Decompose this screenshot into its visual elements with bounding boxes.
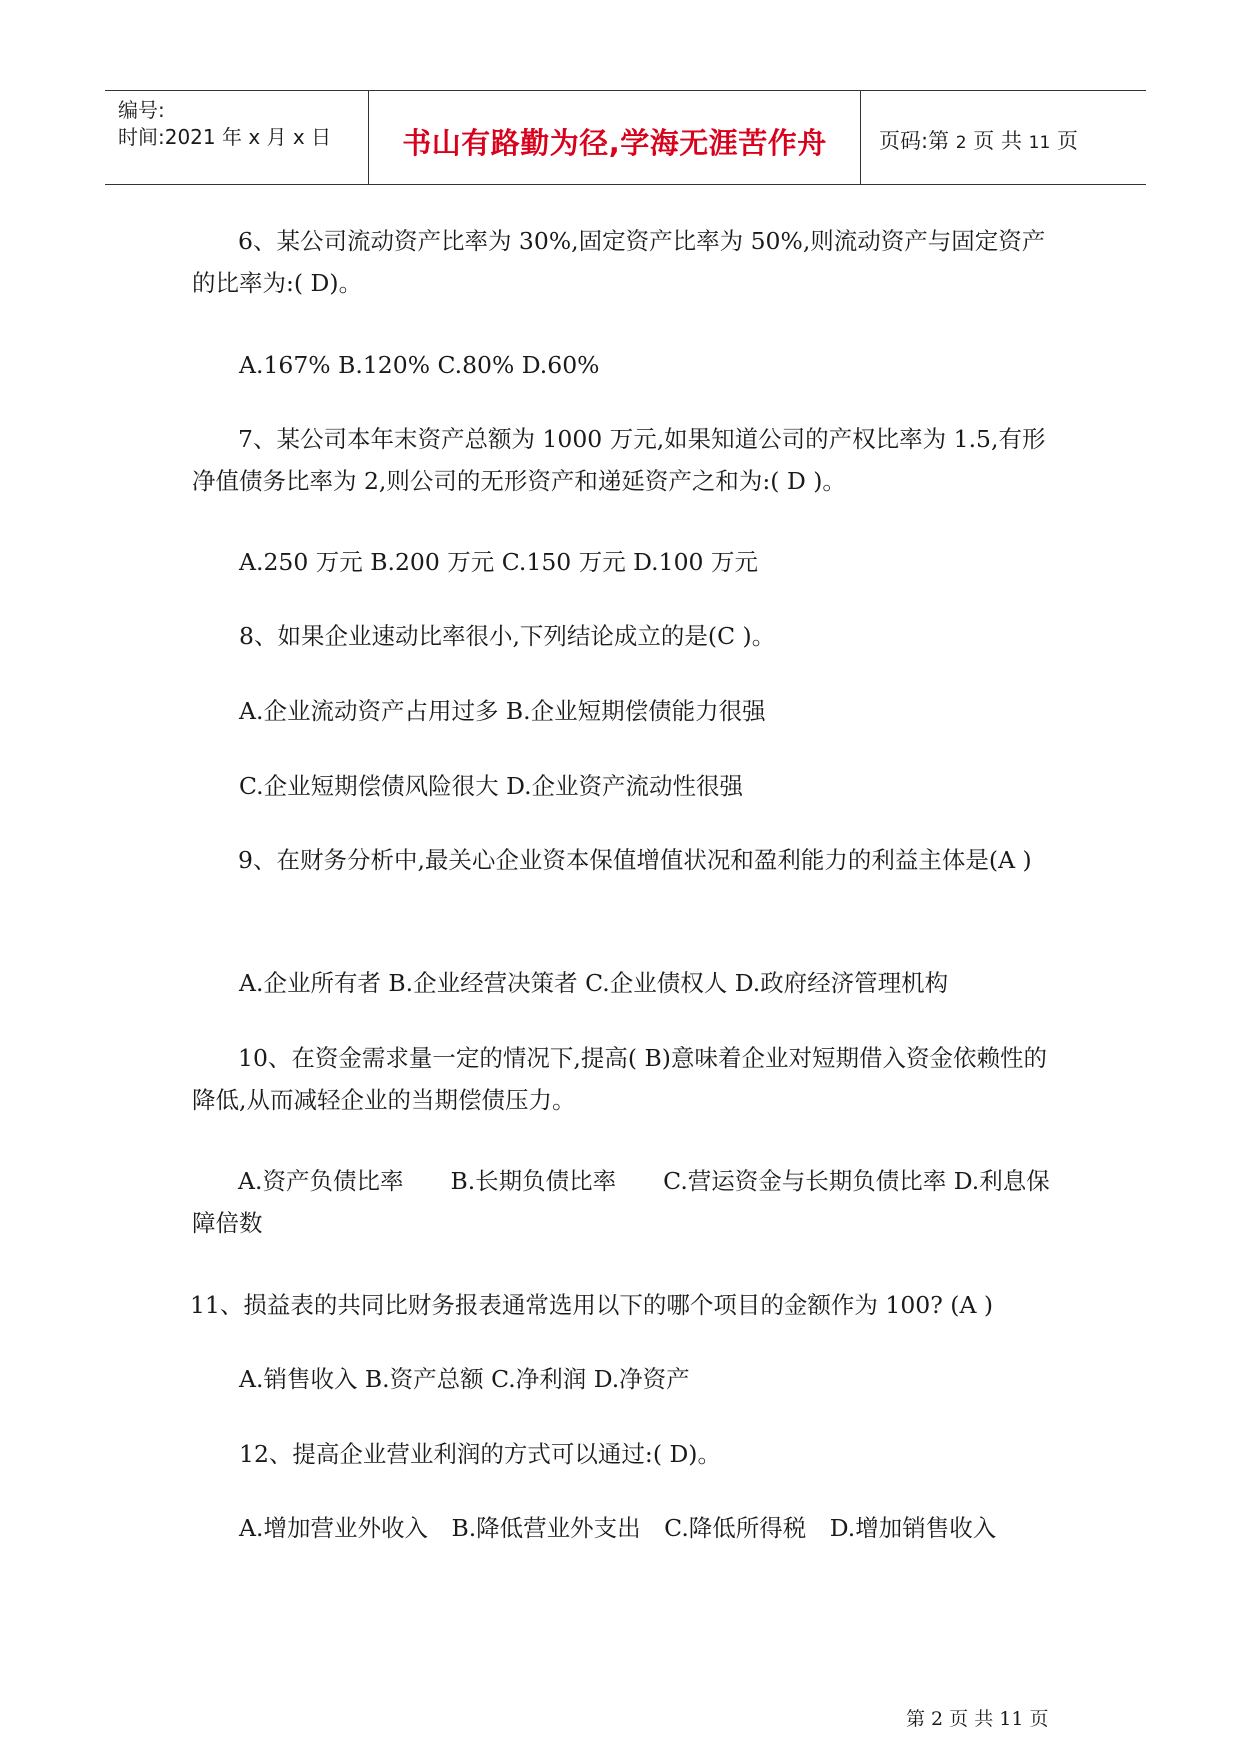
question-12-options: A.增加营业外收入 B.降低营业外支出 C.降低所得税 D.增加销售收入 bbox=[239, 1514, 997, 1542]
header-motto-cell bbox=[368, 91, 861, 184]
page-code-number: 2 bbox=[955, 133, 967, 153]
page-code bbox=[879, 125, 1078, 155]
question-6-options: A.167% B.120% C.80% D.60% bbox=[239, 351, 600, 379]
page-code-middle: 页 共 bbox=[973, 129, 1022, 153]
page-footer: 第 2 页 共 11 页 bbox=[906, 1708, 1049, 1730]
page-code-suffix: 页 bbox=[1056, 129, 1078, 153]
page-code-prefix: 页码:第 bbox=[879, 129, 950, 153]
question-10: 10、在资金需求量一定的情况下,提高( B)意味着企业对短期借入资金依赖性的降低,从而减轻企业的当期偿债压力。 bbox=[192, 1044, 1047, 1114]
question-9: 9、在财务分析中,最关心企业资本保值增值状况和盈利能力的利益主体是(A ) bbox=[238, 846, 1032, 874]
question-8-options: A.企业流动资产占用过多 B.企业短期偿债能力很强 bbox=[239, 697, 766, 725]
question-6: 6、某公司流动资产比率为 30%,固定资产比率为 50%,则流动资产与固定资产的比率为:( D)。 bbox=[192, 227, 1046, 297]
question-12: 12、提高企业营业利润的方式可以通过:( D)。 bbox=[239, 1440, 721, 1468]
question-11-options: A.销售收入 B.资产总额 C.净利润 D.净资产 bbox=[239, 1365, 690, 1393]
header-page-cell bbox=[861, 91, 1146, 184]
question-8-options-2: C.企业短期偿债风险很大 D.企业资产流动性很强 bbox=[239, 772, 744, 800]
serial-label: 编号: bbox=[118, 98, 165, 122]
motto: 书山有路勤为径,学海无涯苦作舟 bbox=[402, 126, 827, 160]
question-10-options: A.资产负债比率 B.长期负债比率 C.营运资金与长期负债比率 D.利息保障倍数 bbox=[192, 1167, 1050, 1237]
page-header bbox=[105, 90, 1146, 185]
question-8: 8、如果企业速动比率很小,下列结论成立的是(C )。 bbox=[239, 622, 776, 650]
question-7-options: A.250 万元 B.200 万元 C.150 万元 D.100 万元 bbox=[239, 548, 758, 576]
time-label: 时间:2021 年 x 月 x 日 bbox=[118, 125, 332, 149]
question-9-options: A.企业所有者 B.企业经营决策者 C.企业债权人 D.政府经济管理机构 bbox=[239, 969, 949, 997]
page-code-total: 11 bbox=[1028, 133, 1051, 153]
header-info-cell bbox=[105, 91, 368, 184]
question-7: 7、某公司本年末资产总额为 1000 万元,如果知道公司的产权比率为 1.5,有形净值债务比率为 2,则公司的无形资产和递延资产之和为:( D )。 bbox=[192, 425, 1046, 495]
question-11: 11、损益表的共同比财务报表通常选用以下的哪个项目的金额作为 100? (A ) bbox=[190, 1291, 994, 1319]
